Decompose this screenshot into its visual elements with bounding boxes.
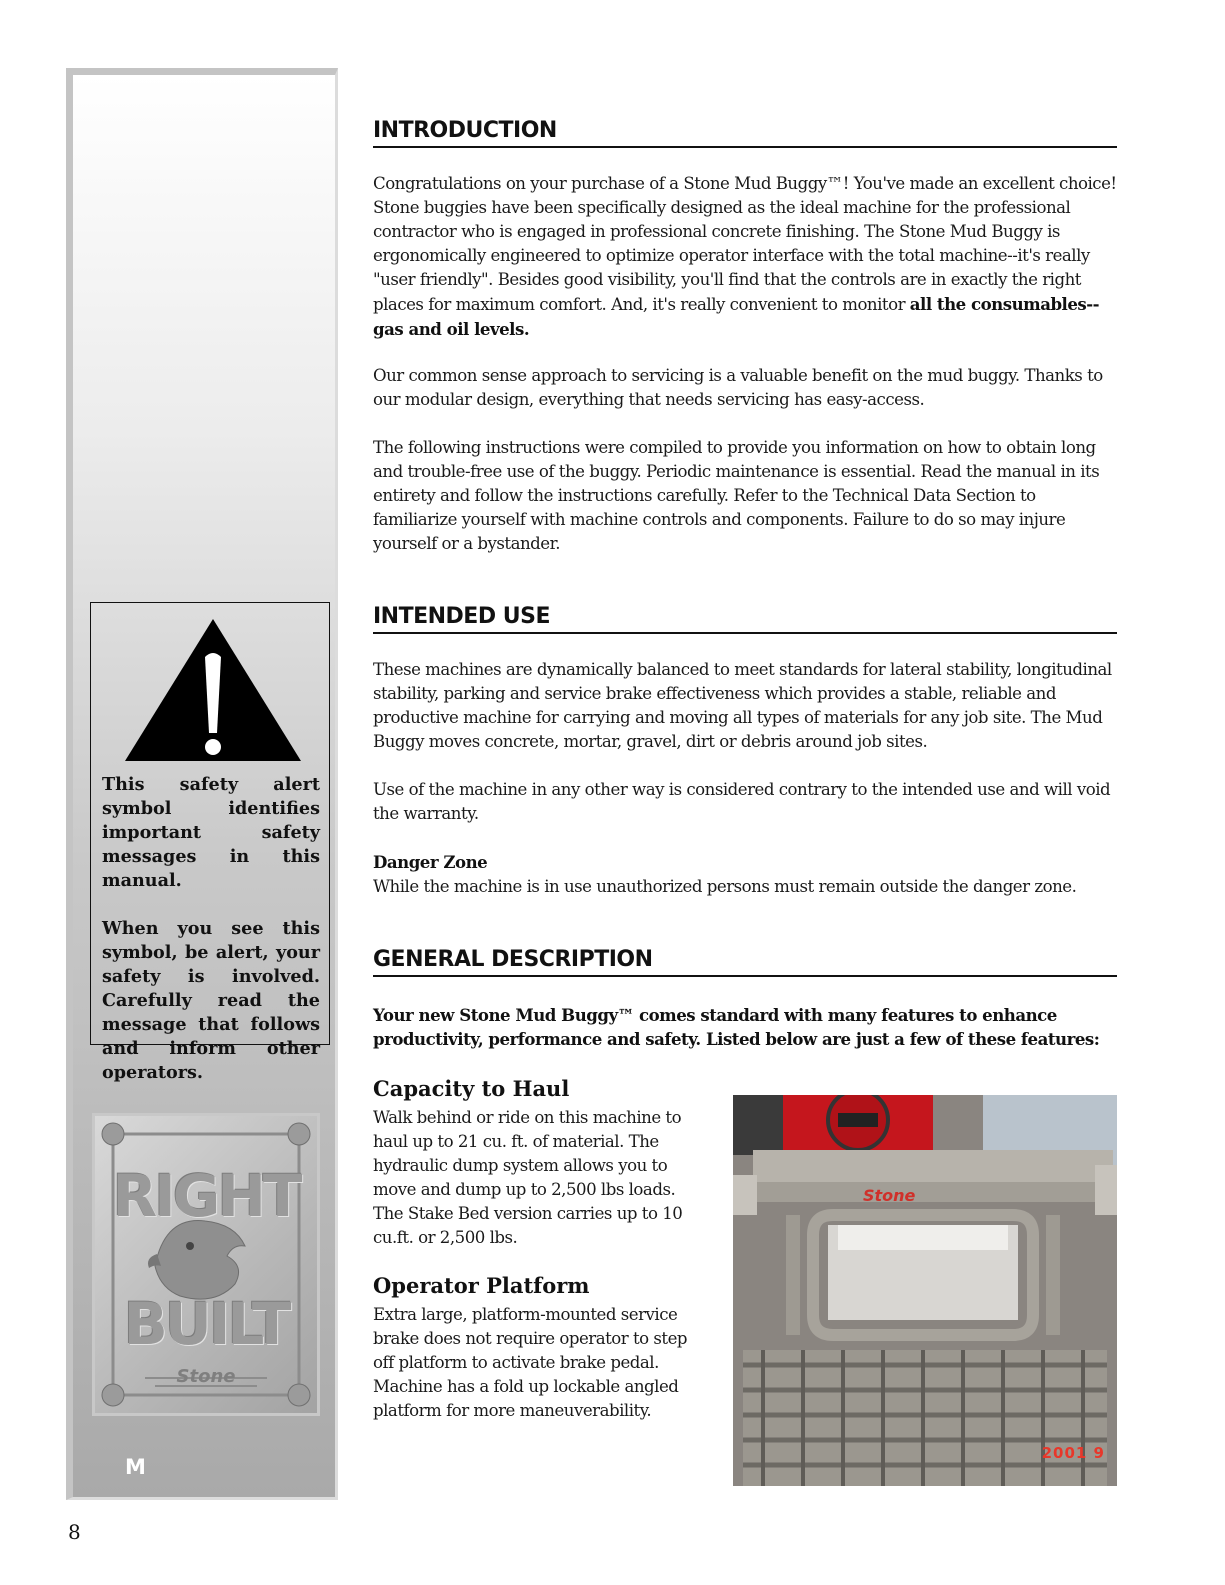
introduction-heading: INTRODUCTION <box>373 118 1117 148</box>
right-built-badge <box>92 1113 320 1416</box>
introduction-paragraph-2: Our common sense approach to servicing is a valuable benefit on the mud buggy. Thanks to our modular design, everything that needs servicing has easy-access. <box>373 366 1103 409</box>
safety-alert-box <box>90 602 330 1083</box>
photo-date-stamp: 2001 9 <box>1041 1444 1105 1462</box>
danger-zone <box>373 850 1117 899</box>
danger-zone-text: While the machine is in use unauthorized persons must remain outside the danger zone. <box>373 877 1077 896</box>
introduction-paragraph-1 <box>373 172 1117 342</box>
page-number: 8 <box>68 1520 81 1544</box>
mud-buggy-photo <box>733 1095 1117 1486</box>
intended-use-heading: INTENDED USE <box>373 604 1117 634</box>
introduction-paragraph-3: The following instructions were compiled to provide you information on how to obtain long and trouble-free use of the buggy. Periodic maintenance is essential. Read the manual in its entirety and follow the instructions carefully. Refer to the Technical Data Section to familiarize yourself with machine controls and components. Failure to do so may injure yourself or a bystander. <box>373 438 1100 553</box>
feature-title-capacity: Capacity to Haul <box>373 1076 570 1101</box>
introduction-paragraph-1-text: Congratulations on your purchase of a Stone Mud Buggy™! You've made an excellent choice! Stone buggies have been specifically designed as the ideal machine for the professional contractor who is engaged in professional concrete finishing. The Stone Mud Buggy is ergonomically engineered to optimize operator interface with the total machine--it's really "user friendly". Besides good visibility, you'll find that the controls are in exactly the right places for maximum comfort. And, it's really convenient to monitor <box>373 174 1117 314</box>
engine-icon <box>783 1095 933 1150</box>
intended-use-paragraph-1: These machines are dynamically balanced to meet standards for lateral stability, longitudinal stability, parking and service brake effectiveness which provides a stable, reliable and productive machine for carrying and moving all types of materials for any job site. The Mud Buggy moves concrete, mortar, gravel, dirt or debris around job sites. <box>373 660 1112 751</box>
badge-line-1: RIGHT <box>112 1162 300 1230</box>
badge-brand: Stone <box>176 1366 236 1387</box>
safety-alert-paragraph-1: This safety alert symbol identifies important safety messages in this manual. <box>102 774 320 891</box>
introduction-paragraph-1-bold: all the consumables--gas and oil levels. <box>373 294 1100 339</box>
general-description-intro: Your new Stone Mud Buggy™ comes standard with many features to enhance productivity, performance and safety. Listed below are just a few of these features: <box>373 1005 1100 1049</box>
intended-use-paragraph-2: Use of the machine in any other way is considered contrary to the intended use and will void the warranty. <box>373 780 1111 823</box>
safety-alert-text <box>102 773 320 1085</box>
feature-text-capacity: Walk behind or ride on this machine to haul up to 21 cu. ft. of material. The hydraulic dump system allows you to move and dump up to 2,500 lbs loads. The Stake Bed version carries up to 10 cu.ft. or 2,500 lbs. <box>373 1108 683 1247</box>
badge-line-2: BUILT <box>123 1290 289 1358</box>
warning-triangle-icon <box>123 615 303 765</box>
mud-buggy-illustration <box>733 1095 1117 1486</box>
feature-title-platform: Operator Platform <box>373 1273 590 1298</box>
danger-zone-title: Danger Zone <box>373 852 488 872</box>
section-letter: M <box>125 1455 146 1479</box>
safety-alert-paragraph-2: When you see this symbol, be alert, your safety is involved. Carefully read the message that follows and inform other operators. <box>102 918 320 1083</box>
feature-text-platform: Extra large, platform-mounted service brake does not require operator to step off platform to activate brake pedal. Machine has a fold up lockable angled platform for more maneuverability. <box>373 1305 688 1420</box>
svg-text:Stone: Stone <box>863 1186 916 1205</box>
grating-icon <box>743 1350 1107 1486</box>
eagle-icon <box>148 1221 245 1300</box>
general-description-heading: GENERAL DESCRIPTION <box>373 947 1117 977</box>
